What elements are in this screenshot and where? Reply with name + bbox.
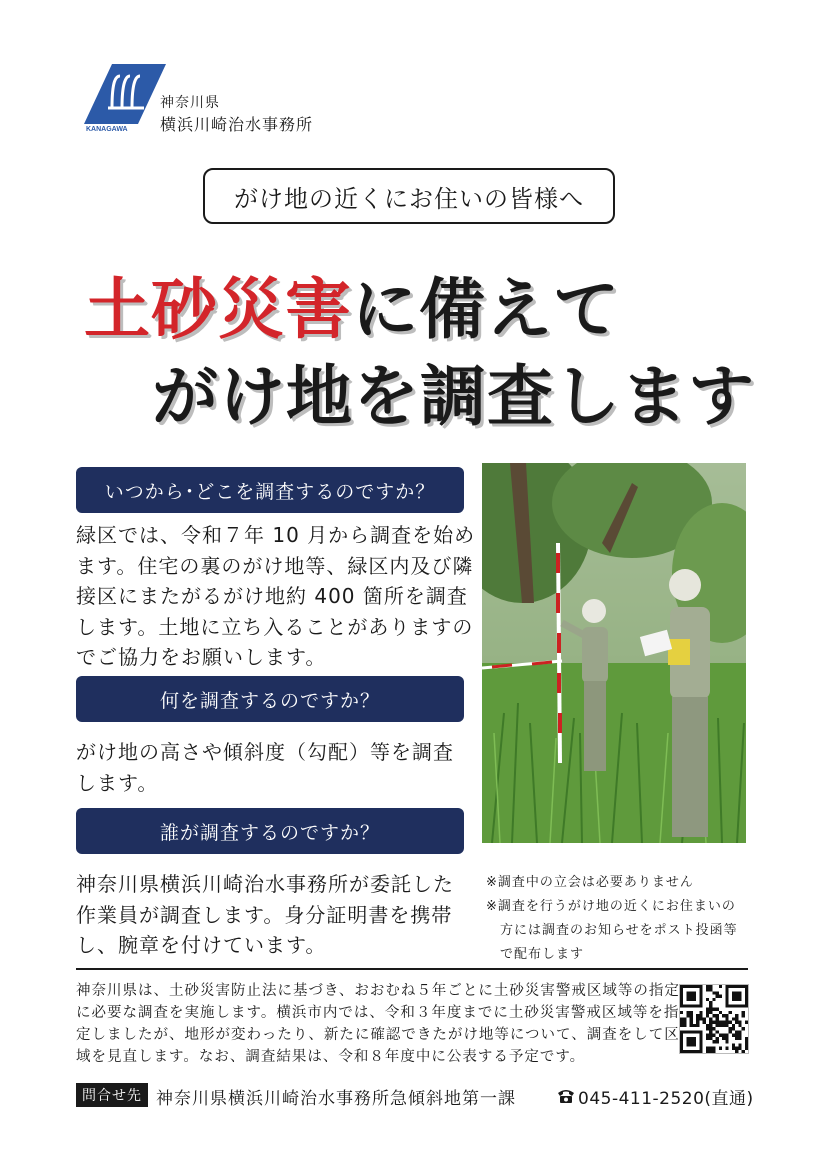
headline-red-text: 土砂災害 <box>84 271 352 348</box>
answer-line: 接区にまたがるがけ地約 400 箇所を調査 <box>76 584 468 608</box>
question-who: 誰が調査するのですか？ <box>76 808 464 854</box>
answer-line: 作業員が調査します。身分証明書を携帯 <box>76 902 453 927</box>
answer-line: ます。住宅の裏のがけ地等、緑区内及び隣 <box>76 553 474 578</box>
headline-black-text: に備えて <box>352 271 620 348</box>
contact-phone[interactable]: 045-411-2520(直通) <box>578 1089 754 1109</box>
survey-photo <box>482 463 746 843</box>
footer-line: に必要な調査を実施します。横浜市内では、令和３年度までに土砂災害警戒区域等を指 <box>76 1005 680 1021</box>
answer-line: でご協力をお願いします。 <box>76 645 327 669</box>
footer-line: 定しましたが、地形が変わったり、新たに確認できたがけ地等について、調査をして区 <box>76 1027 680 1043</box>
answer-line: します。 <box>76 770 159 795</box>
contact-department: 神奈川県横浜川崎治水事務所急傾斜地第一課 <box>156 1089 516 1109</box>
contact-label: 問合せ先 <box>76 1083 148 1107</box>
note-notification-line-3: で配布します <box>500 947 585 962</box>
answer-what <box>76 737 476 798</box>
answer-line: します。土地に立ち入ることがありますの <box>76 614 474 639</box>
org-prefecture: 神奈川県 <box>160 95 220 111</box>
svg-text:KANAGAWA: KANAGAWA <box>86 126 128 132</box>
note-notification-line-1: ※調査を行うがけ地の近くにお住まいの <box>486 899 736 914</box>
answer-line: し、腕章を付けています。 <box>76 933 327 957</box>
footer-paragraph <box>76 980 680 1068</box>
answer-line: がけ地の高さや傾斜度（勾配）等を調査 <box>76 740 454 764</box>
audience-banner: がけ地の近くにお住いの皆様へ <box>203 168 615 224</box>
footer-line: 神奈川県は、土砂災害防止法に基づき、おおむね５年ごとに土砂災害警戒区域等の指定 <box>76 983 680 999</box>
question-what: 何を調査するのですか？ <box>76 676 464 722</box>
note-notification-line-2: 方には調査のお知らせをポスト投函等 <box>500 923 738 938</box>
org-office: 横浜川崎治水事務所 <box>160 115 314 134</box>
note-no-attendance: ※調査中の立会は必要ありません <box>486 875 694 890</box>
answer-who <box>76 869 476 961</box>
kanagawa-logo <box>82 60 166 132</box>
divider <box>76 968 748 970</box>
headline-line-1 <box>84 256 620 351</box>
phone-icon <box>556 1088 576 1104</box>
answer-when-where <box>76 520 476 673</box>
answer-line: 神奈川県横浜川崎治水事務所が委託した <box>76 872 454 896</box>
question-when-where: いつから･どこを調査するのですか？ <box>76 467 464 513</box>
footer-line: 域を見直します。なお、調査結果は、令和８年度中に公表する予定です。 <box>76 1049 586 1065</box>
answer-line: 緑区では、令和７年 10 月から調査を始め <box>76 523 476 547</box>
qr-code[interactable] <box>679 984 749 1054</box>
headline-line-2: がけ地を調査します <box>152 358 755 435</box>
